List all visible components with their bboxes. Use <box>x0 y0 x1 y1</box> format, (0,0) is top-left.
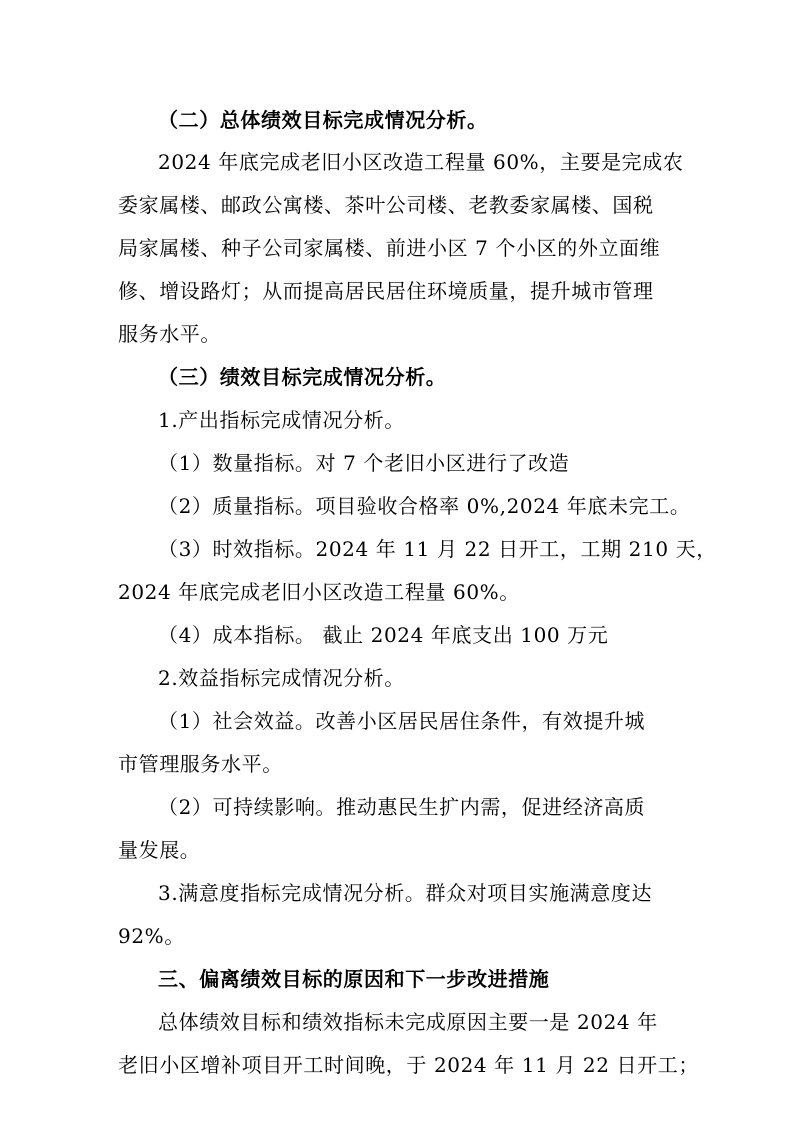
timeliness-indicator-line-2: 2024 年底完成老旧小区改造工程量 60%。 <box>118 580 520 604</box>
output-indicators-title: 1.产出指标完成情况分析。 <box>158 408 405 432</box>
benefit-indicators-title: 2.效益指标完成情况分析。 <box>158 666 405 690</box>
quality-indicator: （2）质量指标。项目验收合格率 0%,2024 年底未完工。 <box>158 494 691 518</box>
timeliness-indicator-line-1: （3）时效指标。2024 年 11 月 22 日开工，工期 210 天， <box>158 537 717 561</box>
sustainability-line-1: （2）可持续影响。推动惠民生扩内需，促进经济高质 <box>158 795 646 819</box>
section-three-heading: 三、偏离绩效目标的原因和下一步改进措施 <box>158 967 550 991</box>
satisfaction-line-1: 3.满意度指标完成情况分析。群众对项目实施满意度达 <box>158 881 653 905</box>
section-2-para-line-5: 服务水平。 <box>118 322 221 346</box>
social-benefit-line-1: （1）社会效益。改善小区居民居住条件，有效提升城 <box>158 709 646 733</box>
section-3-heading: （三）绩效目标完成情况分析。 <box>158 365 447 389</box>
social-benefit-line-2: 市管理服务水平。 <box>118 752 283 776</box>
section-2-para-line-4: 修、增设路灯；从而提高居民居住环境质量，提升城市管理 <box>118 279 654 303</box>
section-2-para-line-1: 2024 年底完成老旧小区改造工程量 60%，主要是完成农 <box>158 150 684 174</box>
section-three-para-line-2: 老旧小区增补项目开工时间晚，于 2024 年 11 月 22 日开工； <box>118 1053 699 1077</box>
quantity-indicator: （1）数量指标。对 7 个老旧小区进行了改造 <box>158 451 570 475</box>
section-three-para-line-1: 总体绩效目标和绩效指标未完成原因主要一是 2024 年 <box>158 1010 658 1034</box>
section-2-para-line-2: 委家属楼、邮政公寓楼、茶叶公司楼、老教委家属楼、国税 <box>118 193 654 217</box>
satisfaction-line-2: 92%。 <box>118 924 185 948</box>
cost-indicator: （4）成本指标。 截止 2024 年底支出 100 万元 <box>158 623 609 647</box>
sustainability-line-2: 量发展。 <box>118 838 201 862</box>
section-2-heading: （二）总体绩效目标完成情况分析。 <box>158 108 488 132</box>
section-2-para-line-3: 局家属楼、种子公司家属楼、前进小区 7 个小区的外立面维 <box>118 236 661 260</box>
